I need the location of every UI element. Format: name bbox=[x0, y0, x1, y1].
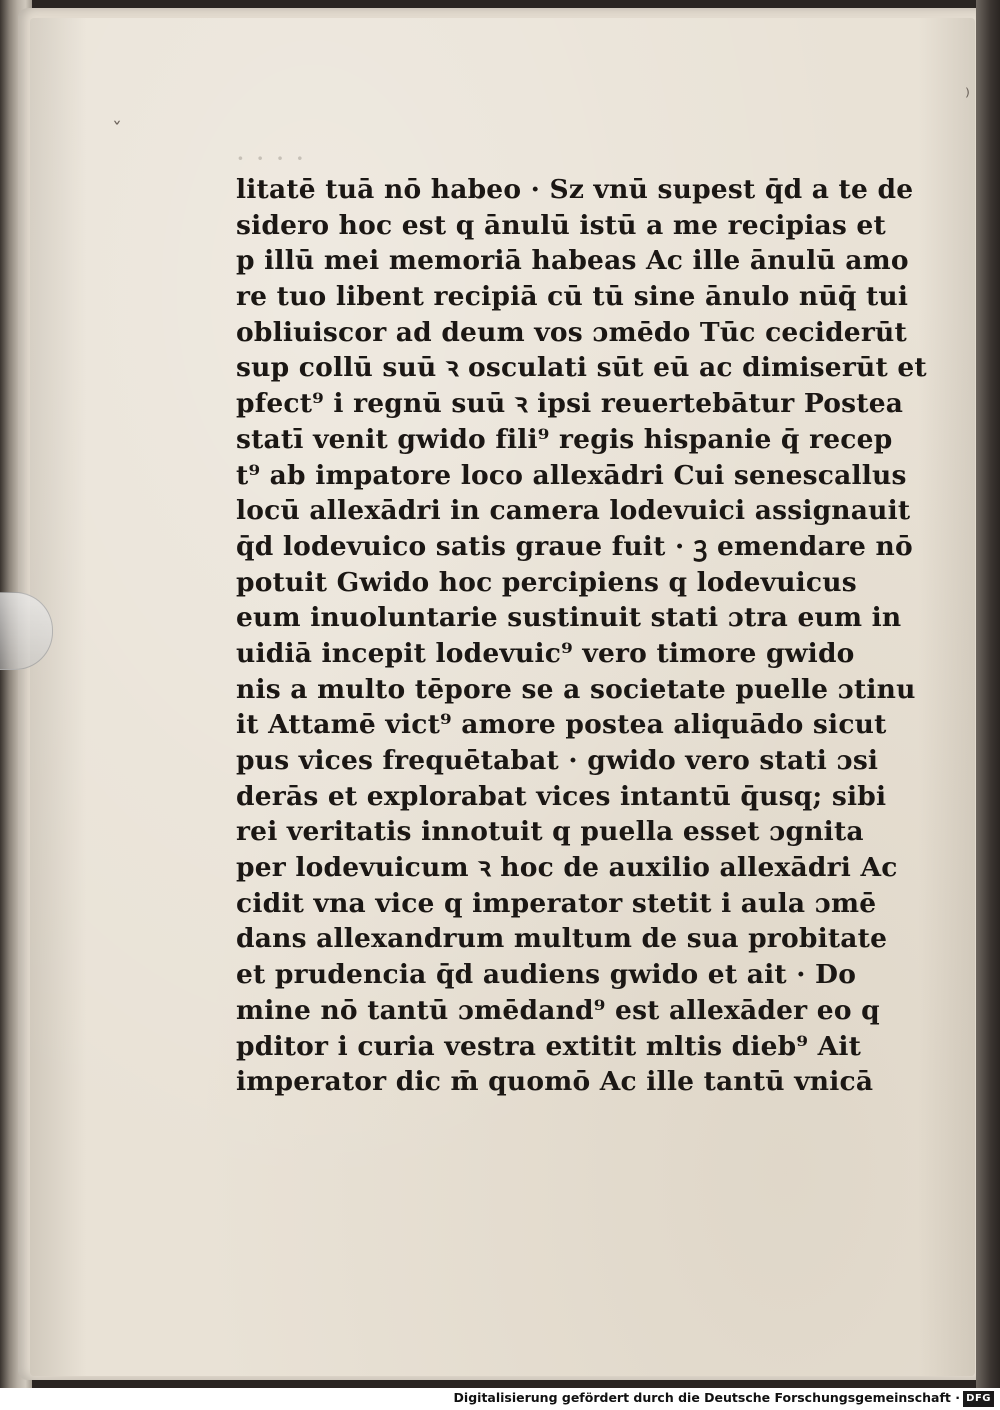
text-line: cidit vna vice q imperator stetit i aula ɔmē bbox=[236, 887, 877, 919]
body-text-block bbox=[236, 172, 927, 1100]
text-line: eum inuoluntarie sustinuit stati ɔtra eum in bbox=[236, 602, 902, 634]
text-line: pditor i curia vestra extitit mltis dieb⁹ Ait bbox=[236, 1030, 862, 1062]
text-line: potuit Gwido hoc percipiens q lodevuicus bbox=[236, 566, 857, 598]
text-line: it Attamē vict⁹ amore postea aliquādo sicut bbox=[236, 709, 887, 741]
show-through-text: · · · · bbox=[236, 142, 306, 175]
text-line: q̄d lodevuico satis graue fuit · ꝫ emendare nō bbox=[236, 530, 913, 562]
left-margin-mark: ˇ bbox=[112, 118, 122, 142]
text-line: sup collū suū ꝛ osculati sūt eū ac dimiserūt et bbox=[236, 352, 927, 384]
right-gutter bbox=[976, 0, 1000, 1388]
text-line: sidero hoc est q ānulū istū a me recipias et bbox=[236, 209, 886, 241]
text-line: locū allexādri in camera lodevuici assignauit bbox=[236, 495, 911, 527]
text-line: re tuo libent recipiā cū tū sine ānulo nūq̄ tui bbox=[236, 281, 909, 313]
text-line: litatē tuā nō habeo · Sz vnū supest q̄d a te de bbox=[236, 174, 914, 205]
text-line: derās et explorabat vices intantū q̄usq; sibi bbox=[236, 780, 887, 812]
text-line: obliuiscor ad deum vos ɔmēdo Tūc ceciderūt bbox=[236, 316, 907, 348]
text-line: t⁹ ab impatore loco allexādri Cui senescallus bbox=[236, 459, 907, 491]
text-line: pfect⁹ i regnū suū ꝛ ipsi reuertebātur Postea bbox=[236, 388, 904, 420]
text-line: statī venit gwido fili⁹ regis hispanie q̄ recep bbox=[236, 423, 893, 455]
text-line: mine nō tantū ɔmēdand⁹ est allexāder eo q bbox=[236, 994, 880, 1026]
text-line: uidiā incepit lodevuic⁹ vero timore gwido bbox=[236, 637, 855, 669]
text-line: p illū mei memoriā habeas Ac ille ānulū amo bbox=[236, 245, 909, 277]
text-line: per lodevuicum ꝛ hoc de auxilio allexādri Ac bbox=[236, 852, 898, 884]
top-right-mark: ⁾ bbox=[965, 84, 970, 108]
text-line: nis a multo tēpore se a societate puelle ɔtinu bbox=[236, 673, 916, 705]
text-line: dans allexandrum multum de sua probitate bbox=[236, 923, 888, 955]
funding-credit: Digitalisierung gefördert durch die Deutsche Forschungsgemeinschaft · bbox=[453, 1390, 960, 1405]
text-line: rei veritatis innotuit q puella esset ɔgnita bbox=[236, 816, 864, 848]
text-line: pus vices frequētabat · gwido vero stati ɔsi bbox=[236, 745, 879, 776]
text-line: imperator dic m̄ quomō Ac ille tantū vnicā bbox=[236, 1066, 874, 1098]
text-line: et prudencia q̄d audiens gwido et ait · Do bbox=[236, 959, 857, 991]
footer-bar bbox=[0, 1388, 1000, 1410]
dfg-logo: DFG bbox=[963, 1391, 994, 1407]
